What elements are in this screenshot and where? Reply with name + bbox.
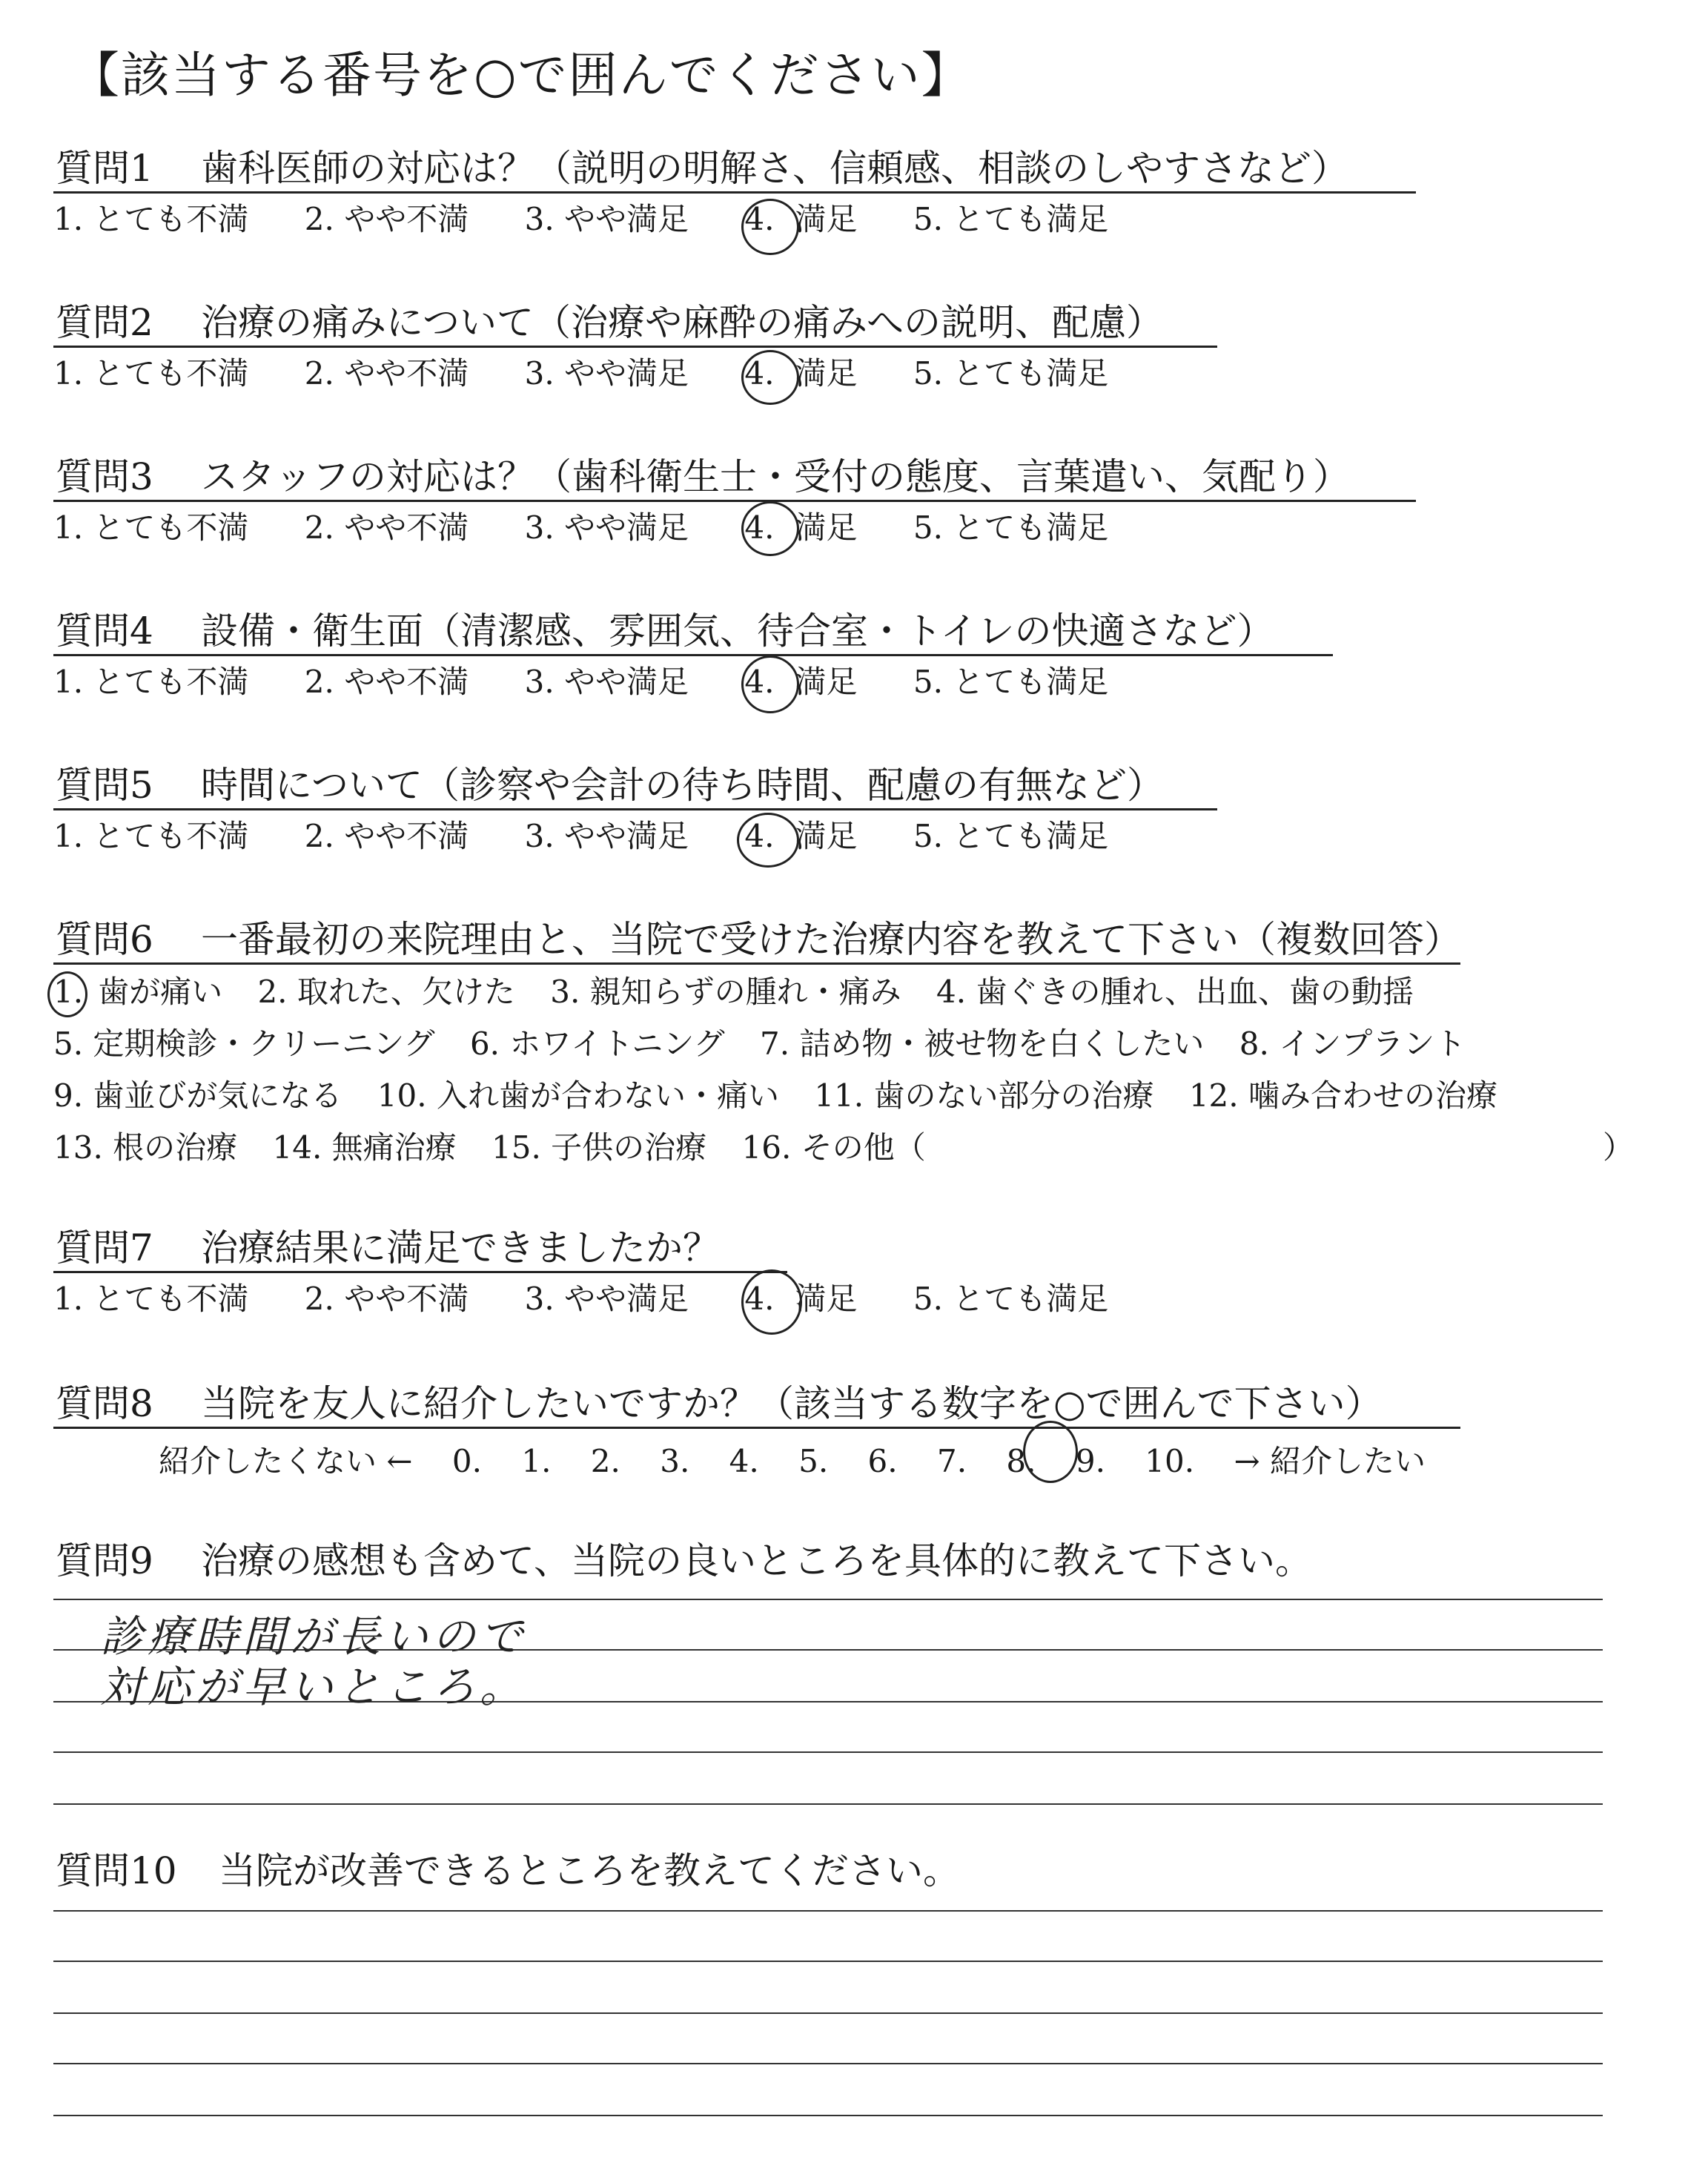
question-7-text: 治療結果に満足できましたか？ — [201, 1226, 720, 1269]
reason-2[interactable]: 2. 取れた、欠けた — [257, 974, 515, 1010]
answer-line — [53, 1961, 1603, 1962]
scale-3[interactable]: 3. — [660, 1443, 690, 1479]
question-3-label: 質問3 — [56, 455, 153, 498]
option-3[interactable]: 3. やや満足 — [524, 818, 689, 854]
option-4-label: 満足 — [795, 818, 858, 854]
question-6-row-4 — [53, 1129, 951, 1167]
answer-line — [53, 2115, 1603, 2116]
option-3[interactable]: 3. やや満足 — [524, 664, 689, 700]
option-2[interactable]: 2. やや不満 — [304, 355, 469, 392]
question-3-options — [53, 509, 1154, 547]
question-2-text: 治療の痛みについて（治療や麻酔の痛みへの説明、配慮） — [201, 301, 1163, 344]
scale-10[interactable]: 10. — [1145, 1443, 1195, 1479]
option-5[interactable]: 5. とても満足 — [913, 664, 1109, 700]
question-8-title — [56, 1381, 1383, 1427]
question-3-title — [56, 454, 1350, 500]
reason-1-number[interactable]: 1. — [53, 974, 84, 1010]
question-10-label: 質問10 — [56, 1849, 177, 1892]
question-2-options — [53, 354, 1154, 393]
reason-9[interactable]: 9. 歯並びが気になる — [53, 1077, 342, 1114]
option-4-selected[interactable]: 4. — [744, 201, 775, 237]
question-1-underline — [53, 191, 1416, 194]
reason-14[interactable]: 14. 無痛治療 — [272, 1129, 457, 1166]
option-4-selected[interactable]: 4. — [744, 664, 775, 700]
question-9-text: 治療の感想も含めて、当院の良いところを具体的に教えて下さい。 — [201, 1539, 1312, 1582]
reason-3[interactable]: 3. 親知らずの腫れ・痛み — [550, 974, 901, 1010]
question-5-text: 時間について（診察や会計の待ち時間、配慮の有無など） — [201, 764, 1164, 807]
scale-7[interactable]: 7. — [936, 1443, 967, 1479]
question-6-label: 質問6 — [56, 918, 153, 961]
option-4-label: 満足 — [795, 509, 858, 546]
question-6-text: 一番最初の来院理由と、当院で受けた治療内容を教えて下さい（複数回答） — [201, 918, 1461, 961]
option-5[interactable]: 5. とても満足 — [913, 509, 1109, 546]
scale-5[interactable]: 5. — [798, 1443, 829, 1479]
option-4-label: 満足 — [795, 355, 858, 392]
option-3[interactable]: 3. やや満足 — [524, 201, 689, 237]
answer-line — [53, 1751, 1603, 1753]
question-1-label: 質問1 — [56, 147, 153, 190]
option-3[interactable]: 3. やや満足 — [524, 355, 689, 392]
reason-8[interactable]: 8. インプラント — [1239, 1025, 1466, 1062]
question-1-text: 歯科医師の対応は？（説明の明解さ、信頼感、相談のしやすさなど） — [201, 147, 1348, 190]
option-3[interactable]: 3. やや満足 — [524, 1281, 689, 1317]
question-4-text: 設備・衛生面（清潔感、雰囲気、待合室・トイレの快適さなど） — [201, 610, 1274, 653]
form-header: 【該当する番号を○で囲んでください】 — [70, 47, 972, 104]
option-1[interactable]: 1. とても不満 — [53, 1281, 249, 1317]
question-7-title — [56, 1225, 720, 1271]
question-3-text: スタッフの対応は？（歯科衛生士・受付の態度、言葉遣い、気配り） — [201, 455, 1350, 498]
question-9-label: 質問9 — [56, 1539, 153, 1582]
option-1[interactable]: 1. とても不満 — [53, 509, 249, 546]
question-8-underline — [53, 1427, 1460, 1429]
scale-6[interactable]: 6. — [867, 1443, 898, 1479]
question-8-text: 当院を友人に紹介したいですか？（該当する数字を○で囲んで下さい） — [201, 1382, 1383, 1425]
option-5[interactable]: 5. とても満足 — [913, 1281, 1109, 1317]
option-4-label: 満足 — [795, 664, 858, 700]
option-3[interactable]: 3. やや満足 — [524, 509, 689, 546]
reason-5[interactable]: 5. 定期検診・クリーニング — [53, 1025, 435, 1062]
option-4-selected[interactable]: 4. — [744, 1281, 775, 1317]
reason-16-close-paren: ） — [1603, 1129, 1635, 1166]
option-5[interactable]: 5. とても満足 — [913, 818, 1109, 854]
option-4-selected[interactable]: 4. — [744, 355, 775, 392]
option-1[interactable]: 1. とても不満 — [53, 201, 249, 237]
option-2[interactable]: 2. やや不満 — [304, 509, 469, 546]
option-2[interactable]: 2. やや不満 — [304, 201, 469, 237]
option-1[interactable]: 1. とても不満 — [53, 664, 249, 700]
question-7-label: 質問7 — [56, 1226, 153, 1269]
reason-12[interactable]: 12. 噛み合わせの治療 — [1188, 1077, 1497, 1114]
option-4-selected[interactable]: 4. — [744, 509, 775, 546]
option-2[interactable]: 2. やや不満 — [304, 664, 469, 700]
option-4-label: 満足 — [795, 201, 858, 237]
question-9-title — [56, 1538, 1312, 1584]
question-1-title — [56, 145, 1348, 191]
reason-11[interactable]: 11. 歯のない部分の治療 — [814, 1077, 1154, 1114]
question-2-title — [56, 300, 1163, 346]
reason-1-text: 歯が痛い — [98, 974, 223, 1010]
question-4-options — [53, 663, 1154, 701]
scale-1[interactable]: 1. — [521, 1443, 552, 1479]
option-2[interactable]: 2. やや不満 — [304, 1281, 469, 1317]
answer-line — [53, 2012, 1603, 2014]
question-5-label: 質問5 — [56, 764, 153, 807]
question-6-row-2 — [53, 1025, 1491, 1063]
reason-15[interactable]: 15. 子供の治療 — [491, 1129, 707, 1166]
option-1[interactable]: 1. とても不満 — [53, 818, 249, 854]
scale-4[interactable]: 4. — [729, 1443, 759, 1479]
reason-6[interactable]: 6. ホワイトニング — [469, 1025, 725, 1062]
question-6-title — [56, 916, 1461, 962]
question-2-underline — [53, 346, 1217, 348]
scale-8[interactable]: 8. — [1006, 1443, 1036, 1479]
reason-7[interactable]: 7. 詰め物・被せ物を白くしたい — [759, 1025, 1205, 1062]
answer-line — [53, 1803, 1603, 1805]
answer-line — [53, 1910, 1603, 1912]
question-1-options — [53, 200, 1154, 239]
answer-line — [53, 2063, 1603, 2064]
scale-left-label: 紹介したくない ← — [159, 1443, 413, 1479]
answer-line — [53, 1599, 1603, 1600]
reason-13[interactable]: 13. 根の治療 — [53, 1129, 238, 1166]
question-4-title — [56, 608, 1274, 654]
question-7-underline — [53, 1271, 787, 1273]
reason-4[interactable]: 4. 歯ぐきの腫れ、出血、歯の動揺 — [936, 974, 1414, 1010]
option-5[interactable]: 5. とても満足 — [913, 355, 1109, 392]
question-2-label: 質問2 — [56, 301, 153, 344]
question-4-underline — [53, 654, 1333, 656]
question-10-title — [56, 1848, 960, 1894]
question-7-options — [53, 1280, 1154, 1318]
scale-9[interactable]: 9. — [1075, 1443, 1105, 1479]
scale-2[interactable]: 2. — [590, 1443, 620, 1479]
handwritten-answer-line-2[interactable]: 対応が早いところ。 — [100, 1662, 528, 1712]
question-4-label: 質問4 — [56, 610, 153, 653]
question-5-title — [56, 762, 1164, 808]
reason-10[interactable]: 10. 入れ歯が合わない・痛い — [377, 1077, 779, 1114]
handwritten-answer-line-1[interactable]: 診療時間が長いので — [100, 1611, 528, 1662]
question-10-text: 当院が改善できるところを教えてください。 — [219, 1849, 960, 1892]
question-8-label: 質問8 — [56, 1382, 153, 1425]
option-5[interactable]: 5. とても満足 — [913, 201, 1109, 237]
scale-0[interactable]: 0. — [451, 1443, 482, 1479]
question-6-row-1 — [53, 973, 1439, 1011]
option-1[interactable]: 1. とても不満 — [53, 355, 249, 392]
option-4-label: 満足 — [795, 1281, 858, 1317]
option-4-selected[interactable]: 4. — [744, 818, 775, 854]
reason-16[interactable]: 16. その他（ — [741, 1129, 926, 1166]
scale-right-label: → 紹介したい — [1234, 1443, 1426, 1479]
question-6-underline — [53, 962, 1460, 965]
question-3-underline — [53, 500, 1416, 502]
question-8-scale — [159, 1437, 1455, 1482]
question-5-underline — [53, 808, 1217, 810]
option-2[interactable]: 2. やや不満 — [304, 818, 469, 854]
question-5-options — [53, 817, 1154, 856]
question-6-row-3 — [53, 1077, 1523, 1115]
